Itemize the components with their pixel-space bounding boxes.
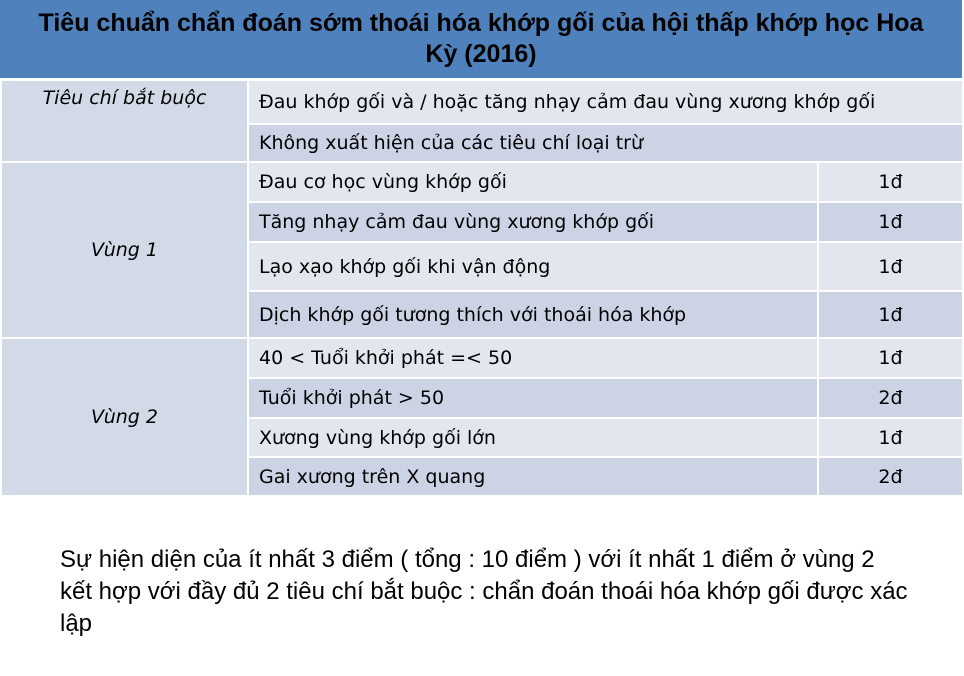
zone1-criterion: Đau cơ học vùng khớp gối	[248, 162, 818, 202]
zone2-criterion: Gai xương trên X quang	[248, 457, 818, 496]
zone2-group-label: Vùng 2	[1, 338, 248, 496]
zone2-criterion: 40 < Tuổi khởi phát =< 50	[248, 338, 818, 378]
zone1-points: 1đ	[818, 162, 963, 202]
zone2-points: 1đ	[818, 338, 963, 378]
mandatory-criterion: Không xuất hiện của các tiêu chí loại trừ	[248, 124, 963, 162]
table-row	[1, 80, 963, 124]
table-row	[1, 338, 963, 378]
zone1-criterion: Tăng nhạy cảm đau vùng xương khớp gối	[248, 202, 818, 242]
zone1-criterion: Lạo xạo khớp gối khi vận động	[248, 242, 818, 291]
table-title: Tiêu chuẩn chẩn đoán sớm thoái hóa khớp gối của hội thấp khớp học Hoa Kỳ (2016)	[38, 9, 924, 68]
zone2-points: 2đ	[818, 457, 963, 496]
mandatory-group-label: Tiêu chí bắt buộc	[1, 80, 248, 162]
zone1-group-label: Vùng 1	[1, 162, 248, 338]
zone1-criterion: Dịch khớp gối tương thích với thoái hóa khớp	[248, 291, 818, 338]
zone2-criterion: Tuổi khởi phát > 50	[248, 378, 818, 418]
table-title-bar	[0, 0, 962, 78]
zone1-points: 1đ	[818, 291, 963, 338]
table-row	[1, 162, 963, 202]
zone1-points: 1đ	[818, 202, 963, 242]
mandatory-criterion: Đau khớp gối và / hoặc tăng nhạy cảm đau vùng xương khớp gối	[248, 80, 963, 124]
zone2-points: 1đ	[818, 418, 963, 457]
zone2-points: 2đ	[818, 378, 963, 418]
diagnosis-footnote: Sự hiện diện của ít nhất 3 điểm ( tổng : 10 điểm ) với ít nhất 1 điểm ở vùng 2 kết hợp với đầy đủ 2 tiêu chí bắt buộc : chẩn đoán thoái hóa khớp gối được xác lập	[60, 546, 908, 637]
zone2-criterion: Xương vùng khớp gối lớn	[248, 418, 818, 457]
criteria-table	[0, 79, 964, 497]
zone1-points: 1đ	[818, 242, 963, 291]
